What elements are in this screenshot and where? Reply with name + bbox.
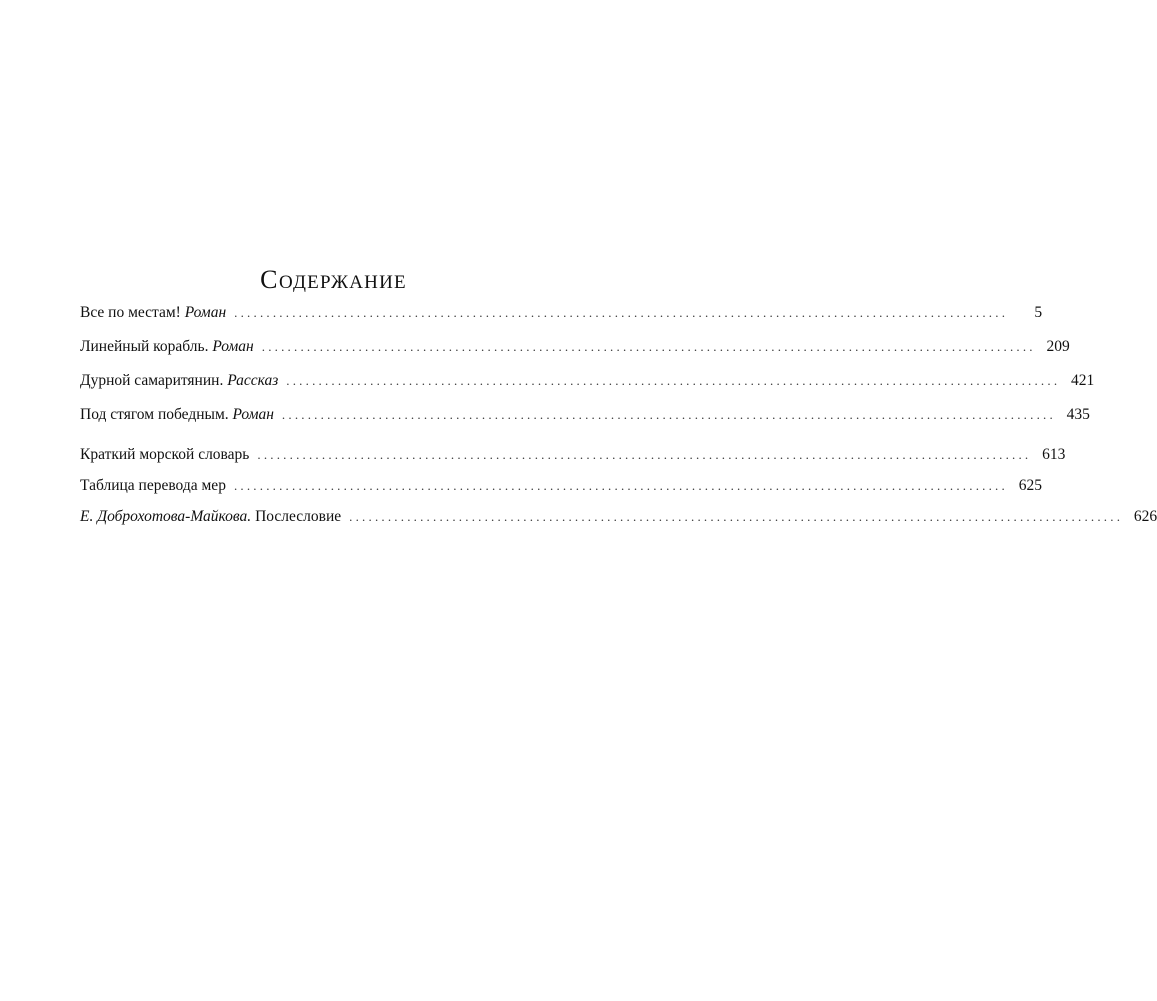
dot-leader: ........................................................................................................................ <box>349 509 1124 524</box>
toc-entry-genre: Роман <box>184 304 227 321</box>
toc-entry-title: Линейный корабль. <box>80 338 209 355</box>
toc-entry-label <box>80 444 249 466</box>
toc-entry-page-number: 421 <box>1071 372 1095 389</box>
toc-heading <box>0 265 667 298</box>
toc-entry-label <box>80 475 226 497</box>
dot-leader: ........................................................................................................................ <box>261 339 1036 354</box>
toc-entry-lineyny-korabl[interactable] <box>80 336 1070 358</box>
toc-entry-label <box>80 370 278 392</box>
toc-entry-label <box>80 404 274 426</box>
dot-leader: ........................................................................................................................ <box>286 373 1061 388</box>
toc-heading-initial: С <box>260 264 279 294</box>
toc-entry-title: Все по местам! <box>80 304 181 321</box>
toc-entry-title: Таблица перевода мер <box>80 477 226 494</box>
toc-entry-tablitsa-mer[interactable] <box>80 475 1042 497</box>
toc-entry-morskoy-slovar[interactable] <box>80 444 1066 466</box>
toc-entry-label <box>80 336 254 358</box>
toc-entry-pod-styagom-pobednym[interactable] <box>80 404 1090 426</box>
dot-leader: ........................................................................................................................ <box>281 407 1056 422</box>
toc-entry-title: Краткий морской словарь <box>80 446 250 463</box>
toc-entry-page-number: 435 <box>1066 406 1090 423</box>
toc-entry-durnoy-samarityanin[interactable] <box>80 370 1095 392</box>
toc-entry-page-number: 5 <box>1034 304 1043 321</box>
dot-leader: ........................................................................................................................ <box>234 305 1009 320</box>
toc-heading-rest: ОДЕРЖАНИЕ <box>279 271 407 293</box>
toc-entry-title: Под стягом победным. <box>80 406 229 423</box>
toc-entry-page-number: 625 <box>1018 477 1042 494</box>
toc-entry-genre: Рассказ <box>227 372 279 389</box>
toc-entry-genre: Роман <box>212 338 254 355</box>
toc-entry-page-number: 626 <box>1133 508 1157 525</box>
toc-entry-title: Послесловие <box>255 508 342 525</box>
toc-entry-vse-po-mestam[interactable] <box>80 302 1043 324</box>
toc-entry-genre: Роман <box>232 406 274 423</box>
toc-entry-author: Е. Доброхотова-Майкова. <box>80 508 252 525</box>
toc-entry-page-number: 209 <box>1046 338 1070 355</box>
dot-leader: ........................................................................................................................ <box>257 447 1032 462</box>
toc-entry-label <box>80 506 341 528</box>
toc-list <box>80 302 1157 528</box>
dot-leader: ........................................................................................................................ <box>233 478 1008 493</box>
toc-entry-page-number: 613 <box>1042 446 1066 463</box>
toc-entry-label <box>80 302 226 324</box>
toc-entry-posleslovie[interactable] <box>80 506 1157 528</box>
toc-entry-title: Дурной самаритянин. <box>80 372 224 389</box>
